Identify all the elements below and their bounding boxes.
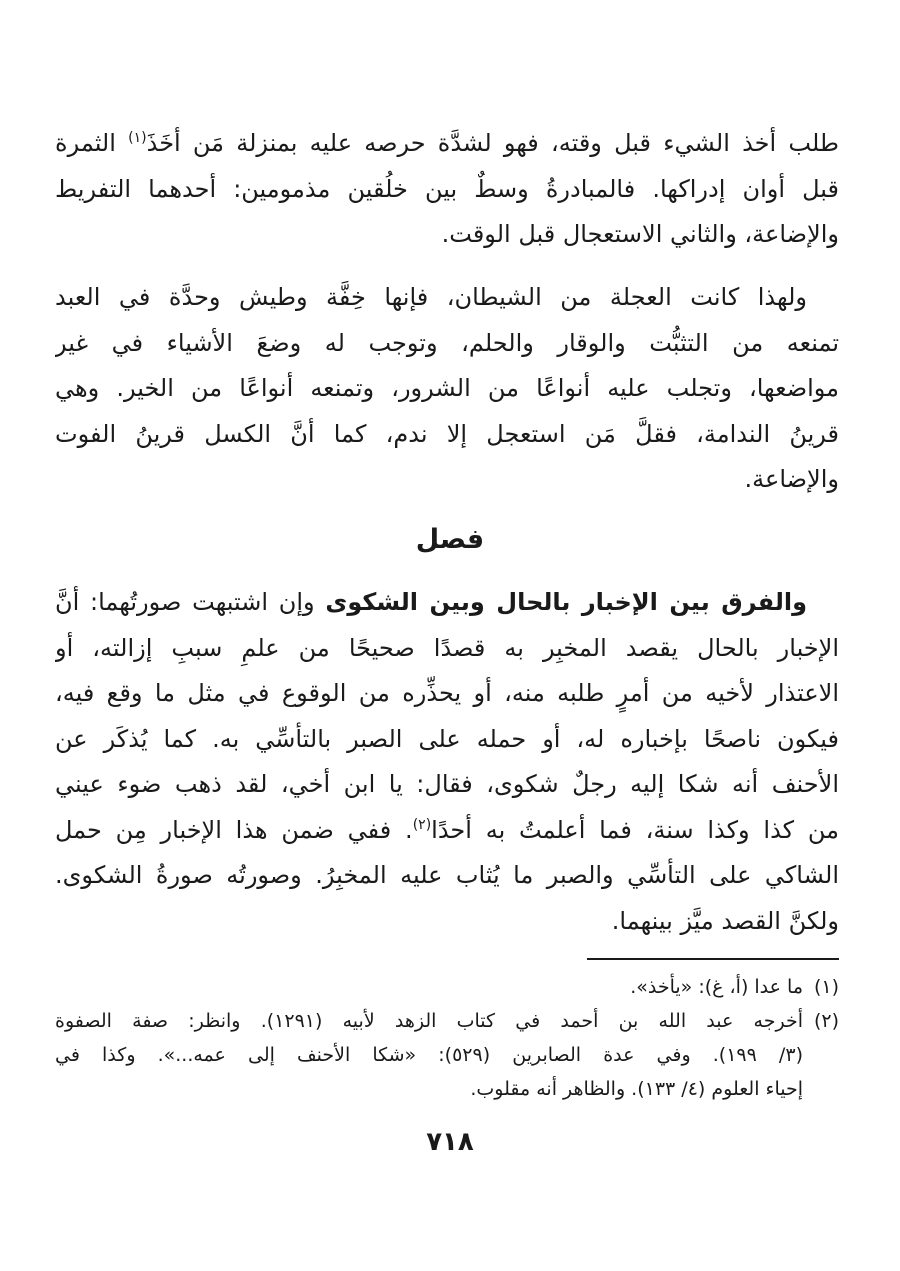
paragraph-3-line-8: ولكنَّ القصد ميَّز بينهما. xyxy=(611,906,839,935)
paragraph-3-line-2: الإخبار بالحال يقصد المخبِر به قصدًا صحيحًا من علمِ سببِ إزالته، أو xyxy=(55,633,839,662)
paragraph-1-line-2: قبل أوان إدراكها. فالمبادرةُ وسطٌ بين خلُقين مذمومين: أحدهما التفريط xyxy=(55,174,839,203)
paragraph-2-line-2: تمنعه من التثبُّت والوقار والحلم، وتوجب له وضعَ الأشياء في غير xyxy=(55,328,839,357)
footnote-ref-1[interactable]: (١) xyxy=(128,130,147,146)
line-text: طلب أخذ الشيء قبل وقته، فهو لشدَّة حرصه عليه بمنزلة مَن أخَذَ xyxy=(146,129,839,157)
line-text: من كذا وكذا سنة، فما أعلمتُ به أحدًا xyxy=(431,815,839,844)
page-number: ٧١٨ xyxy=(426,1127,474,1157)
line-text-end: الثمرة xyxy=(55,129,116,157)
lead-bold-phrase: والفرق بين الإخبار بالحال وبين الشكوى xyxy=(325,588,808,616)
footnote-ref-2[interactable]: (٢) xyxy=(412,816,432,833)
paragraph-1 xyxy=(55,121,839,258)
paragraph-1-line-3: والإضاعة، والثاني الاستعجال قبل الوقت. xyxy=(441,220,839,248)
footnotes xyxy=(55,970,839,1106)
paragraph-3-line-5: الأحنف أنه شكا إليه رجلٌ شكوى، فقال: يا ابن أخي، لقد ذهب ضوء عيني xyxy=(55,770,839,798)
footnote-text: ما عدا (أ، غ): «يأخذ». xyxy=(630,976,803,998)
paragraph-1-line-1 xyxy=(55,121,839,167)
paragraph-3-line-1 xyxy=(55,580,839,626)
paragraph-2-line-4: قرينُ الندامة، فقلَّ مَن استعجل إلا ندم، كما أنَّ الكسل قرينُ الفوت xyxy=(55,419,839,448)
footnote-number: (١) xyxy=(813,976,839,998)
paragraph-3-line-4: فيكون ناصحًا بإخباره له، أو حمله على الصبر بالتأسِّي به. كما يُذكَر عن xyxy=(55,724,839,753)
footnote-2-line-3: إحياء العلوم (٤/ ١٣٣). والظاهر أنه مقلوب. xyxy=(470,1078,803,1100)
footnote-2-line-2: (٣/ ١٩٩). وفي عدة الصابرين (٥٢٩): «شكا الأحنف إلى عمه...». وكذا في xyxy=(55,1044,803,1066)
paragraph-2 xyxy=(55,275,839,503)
footnote-2 xyxy=(55,1004,839,1038)
footnote-number: (٢) xyxy=(813,1010,839,1032)
footnote-separator xyxy=(587,958,839,960)
footnote-1 xyxy=(55,970,839,1004)
paragraph-2-line-5: والإضاعة. xyxy=(744,465,839,493)
paragraph-2-line-1: ولهذا كانت العجلة من الشيطان، فإنها خِفَّة وطيش وحدَّة في العبد xyxy=(55,283,807,311)
paragraph-2-line-3: مواضعها، وتجلب عليه أنواعًا من الشرور، وتمنعه أنواعًا من الخير. وهي xyxy=(55,374,839,402)
paragraph-3-line-3: الاعتذار لأخيه من أمرٍ طلبه منه، أو يحذِّره من الوقوع في مثل ما وقع فيه، xyxy=(55,679,839,707)
line-text-end: . ففي ضمن هذا الإخبار مِن حمل xyxy=(55,815,413,844)
paragraph-3 xyxy=(55,580,839,944)
footnote-text: أخرجه عبد الله بن أحمد في كتاب الزهد لأبيه (١٢٩١). وانظر: صفة الصفوة xyxy=(55,1010,803,1032)
paragraph-3-line-6 xyxy=(55,808,839,854)
paragraph-3-line-7: الشاكي على التأسِّي والصبر ما يُثاب عليه المخبِرُ. وصورتُه صورةُ الشكوى. xyxy=(55,861,839,889)
section-heading: فصل xyxy=(415,524,485,555)
lead-rest: وإن اشتبهت صورتُهما: أنَّ xyxy=(55,588,326,616)
